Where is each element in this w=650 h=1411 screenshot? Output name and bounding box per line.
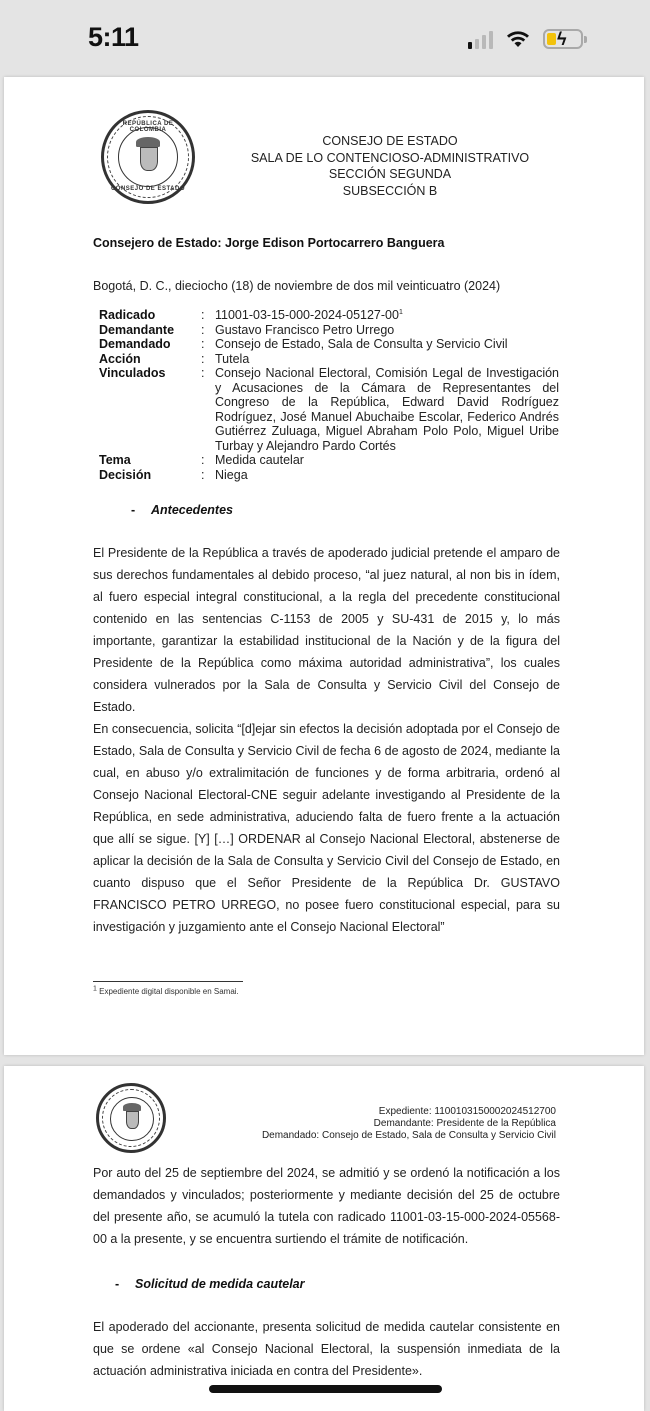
status-bar — [0, 0, 650, 76]
meta-row-accion: Acción : Tutela — [99, 351, 250, 366]
meta-row-demandado: Demandado : Consejo de Estado, Sala de Consulta y Servicio Civil — [99, 337, 508, 351]
header-line-4: SUBSECCIÓN B — [342, 183, 438, 198]
home-indicator[interactable] — [209, 1385, 442, 1393]
meta-row-decision: Decisión : Niega — [99, 467, 248, 482]
meta-row-tema: Tema : Medida cautelar — [99, 453, 304, 467]
cellular-signal-icon — [468, 29, 493, 49]
header-line-1: CONSEJO DE ESTADO — [322, 134, 458, 148]
meta-row-radicado: Radicado : $11001-03-15-000-2024-05127-00^1$ — [99, 308, 403, 322]
demandante-line: Demandante: Presidente de la República — [373, 1118, 556, 1129]
wifi-icon — [505, 29, 531, 49]
section-heading-medida-cautelar: - Solicitud de medida cautelar — [115, 1277, 305, 1291]
status-icons — [468, 24, 583, 54]
running-header-meta — [262, 1106, 556, 1142]
meta-row-vinculados: Vinculados : Consejo Nacional Electoral, Comisión Legal de Investigación y Acusaciones de la Cámara de Representantes del Congreso de la República, Edward David Rodríguez Rodríguez, José Manuel Abuchaibe Escolar, Federico Andrés Gutiérrez Zuluaga, Miguel Abraham Polo Polo, Miguel Uribe Turbay y Alejandro Pardo Cortés — [99, 366, 559, 453]
coat-of-arms-seal-icon — [96, 1083, 166, 1153]
footnote-divider — [93, 981, 243, 982]
paragraph-admision: Por auto del 25 de septiembre del 2024, se admitió y se ordenó la notificación a los demandados y vinculados; posteriormente y mediante decisión del 25 de octubre del presente año, se acumuló la tutela con radicado 11001-03-15-000-2024-05568-00 a la presente, y se encuentra surtiendo el trámite de notificación. — [93, 1166, 560, 1246]
demandado-line: Demandado: Consejo de Estado, Sala de Consulta y Servicio Civil — [261, 1130, 556, 1141]
consejero-line: Consejero de Estado: Jorge Edison Portocarrero Banguera — [93, 236, 445, 250]
document-page-1[interactable] — [4, 77, 644, 1055]
section-heading-antecedentes: - Antecedentes — [131, 503, 233, 517]
document-page-2[interactable] — [4, 1066, 644, 1411]
case-metadata — [99, 308, 559, 482]
status-time: 5:11 — [88, 22, 139, 52]
header-line-2: SALA DE LO CONTENCIOSO-ADMINISTRATIVO — [250, 150, 530, 165]
expediente-line: Expediente: 11001031500020245127​00 — [378, 1106, 556, 1117]
paragraph-antecedentes-2: En consecuencia, solicita “[d]ejar sin efectos la decisión adoptada por el Consejo de Estado, Sala de Consulta y Servicio Civil de fecha 6 de agosto de 2024, mediante la cual, en abuso y/o extralimitación de funciones y de forma arbitraria, ordenó al Consejo Nacional Electoral-CNE seguir adelante investigando al Presidente de la República, en sede administrativa, aduciendo falta de fuero frente a la actuación que allí se sigue. [Y] […] ORDENAR al Consejo Nacional Electoral, abstenerse de aplicar la decisión de la Sala de Consulta y Servicio Civil del Consejo de Estado, en cuanto dispuso que el Señor Presidente de la República Dr. GUSTAVO FRANCISCO PETRO URREGO, no posee fuero constitucional especial, para su investigación y juzgamiento ante el Consejo Nacional Electoral” — [93, 722, 560, 934]
paragraph-antecedentes-1: El Presidente de la República a través de apoderado judicial pretende el amparo de sus derechos fundamentales al debido proceso, “al juez natural, al non bis in ídem, al fuero especial integral constitucional, a la regla del precedente constitucional contenido en las sentencias C-1153 de 2005 y SU-431 de 2015 y, lo más importante, garantizar la estabilidad institucional de la Nación y de la figura del Presidente de la República como máxima autoridad administrativa”, los cuales considera vulnerados por la Sala de Consulta y Servicio Civil del Consejo de Estado. — [93, 546, 560, 714]
meta-row-demandante: Demandante : Gustavo Francisco Petro Urrego — [99, 322, 395, 337]
footnote-ref[interactable]: 1 — [398, 308, 403, 316]
header-line-3: SECCIÓN SEGUNDA — [328, 167, 452, 181]
date-line: Bogotá, D. C., dieciocho (18) de noviembre de dos mil veinticuatro (2024) — [93, 279, 501, 293]
paragraph-medida-cautelar: El apoderado del accionante, presenta solicitud de medida cautelar consistente en que se ordene «al Consejo Nacional Electoral, la suspensión inmediata de la actuación administrativa iniciada en contra del Presidente». — [93, 1320, 560, 1378]
battery-charging-icon: ϟ — [543, 29, 583, 49]
footnote: $^1$ Expediente digital disponible en Samai. — [93, 985, 239, 996]
court-header — [240, 133, 540, 199]
coat-of-arms-seal-icon: REPÚBLICA DE COLOMBIA CONSEJO DE ESTADO — [101, 110, 195, 204]
